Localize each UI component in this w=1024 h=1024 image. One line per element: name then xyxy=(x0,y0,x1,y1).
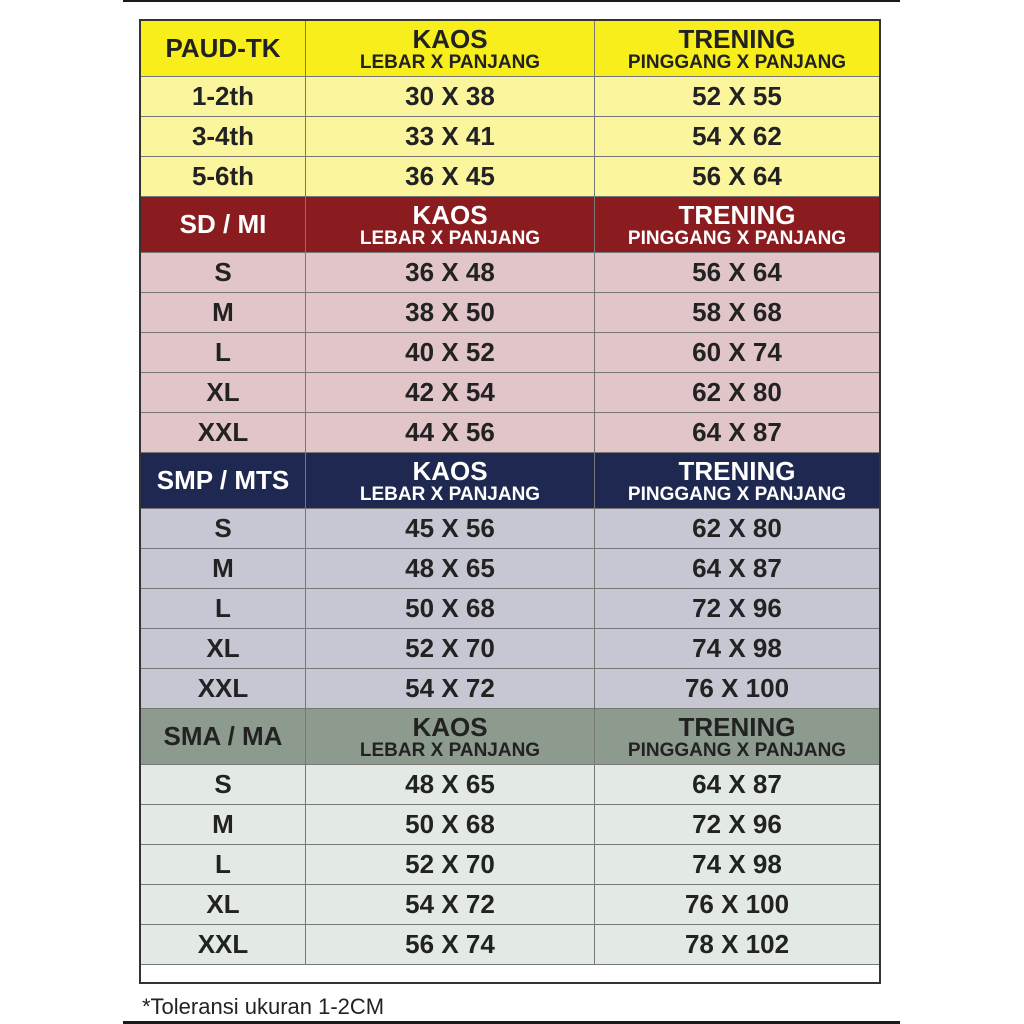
kaos-title: KAOS xyxy=(412,23,488,54)
kaos-cell: 36 X 48 xyxy=(305,253,594,292)
table-row xyxy=(141,925,879,965)
kaos-header xyxy=(305,21,594,76)
table-row xyxy=(141,509,879,549)
trening-cell: 64 X 87 xyxy=(594,413,879,452)
kaos-cell: 54 X 72 xyxy=(305,885,594,924)
kaos-subtitle: LEBAR X PANJANG xyxy=(359,739,541,761)
table-row xyxy=(141,629,879,669)
table-row xyxy=(141,333,879,373)
table-row xyxy=(141,845,879,885)
trening-cell: 64 X 87 xyxy=(594,549,879,588)
level-label: PAUD-TK xyxy=(165,33,281,63)
kaos-cell: 52 X 70 xyxy=(305,845,594,884)
kaos-subtitle: LEBAR X PANJANG xyxy=(359,51,541,73)
trening-cell: 76 X 100 xyxy=(594,669,879,708)
size-cell: 3-4th xyxy=(191,121,255,151)
size-cell: XL xyxy=(206,889,240,919)
trening-header xyxy=(594,21,879,76)
kaos-cell: 38 X 50 xyxy=(305,293,594,332)
kaos-title: KAOS xyxy=(412,711,488,742)
section-sd-mi xyxy=(141,197,879,453)
trening-cell: 78 X 102 xyxy=(594,925,879,964)
size-cell: 1-2th xyxy=(191,81,255,111)
section-smp-mts xyxy=(141,453,879,709)
size-cell: L xyxy=(215,593,231,623)
top-rule xyxy=(123,0,900,2)
size-cell: M xyxy=(212,297,234,327)
kaos-title: KAOS xyxy=(412,455,488,486)
kaos-cell: 56 X 74 xyxy=(305,925,594,964)
table-row xyxy=(141,413,879,453)
trening-cell: 56 X 64 xyxy=(594,253,879,292)
kaos-cell: 50 X 68 xyxy=(305,805,594,844)
trening-cell: 64 X 87 xyxy=(594,765,879,804)
size-cell: XL xyxy=(206,633,240,663)
table-row xyxy=(141,77,879,117)
table-row xyxy=(141,805,879,845)
trening-cell: 72 X 96 xyxy=(594,805,879,844)
trening-subtitle: PINGGANG X PANJANG xyxy=(627,483,847,505)
level-label: SD / MI xyxy=(179,209,267,239)
trening-title: TRENING xyxy=(678,711,796,742)
footnote: *Toleransi ukuran 1-2CM xyxy=(142,994,385,1019)
kaos-cell: 48 X 65 xyxy=(305,549,594,588)
kaos-cell: 36 X 45 xyxy=(305,157,594,196)
trening-title: TRENING xyxy=(678,455,796,486)
table-row xyxy=(141,293,879,333)
trening-cell: 62 X 80 xyxy=(594,373,879,412)
trening-subtitle: PINGGANG X PANJANG xyxy=(627,51,847,73)
kaos-cell: 30 X 38 xyxy=(305,77,594,116)
size-chart-table xyxy=(139,19,881,984)
trening-title: TRENING xyxy=(678,23,796,54)
trening-cell: 54 X 62 xyxy=(594,117,879,156)
trening-cell: 72 X 96 xyxy=(594,589,879,628)
table-row xyxy=(141,157,879,197)
kaos-cell: 54 X 72 xyxy=(305,669,594,708)
trening-cell: 74 X 98 xyxy=(594,845,879,884)
kaos-cell: 52 X 70 xyxy=(305,629,594,668)
kaos-cell: 40 X 52 xyxy=(305,333,594,372)
section-header xyxy=(141,197,879,253)
table-row xyxy=(141,373,879,413)
trening-cell: 56 X 64 xyxy=(594,157,879,196)
trening-cell: 58 X 68 xyxy=(594,293,879,332)
trening-subtitle: PINGGANG X PANJANG xyxy=(627,227,847,249)
table-row xyxy=(141,549,879,589)
section-header xyxy=(141,709,879,765)
kaos-cell: 45 X 56 xyxy=(305,509,594,548)
size-cell: M xyxy=(212,809,234,839)
size-cell: XXL xyxy=(197,673,249,703)
kaos-cell: 48 X 65 xyxy=(305,765,594,804)
size-cell: XXL xyxy=(197,929,249,959)
kaos-subtitle: LEBAR X PANJANG xyxy=(359,227,541,249)
kaos-cell: 42 X 54 xyxy=(305,373,594,412)
trening-subtitle: PINGGANG X PANJANG xyxy=(627,739,847,761)
section-header xyxy=(141,453,879,509)
trening-cell: 76 X 100 xyxy=(594,885,879,924)
kaos-cell: 50 X 68 xyxy=(305,589,594,628)
trening-header xyxy=(594,197,879,252)
kaos-cell: 44 X 56 xyxy=(305,413,594,452)
trening-cell: 74 X 98 xyxy=(594,629,879,668)
section-sma-ma xyxy=(141,709,879,965)
size-cell: XL xyxy=(206,377,240,407)
level-label: SMP / MTS xyxy=(156,465,290,495)
table-row xyxy=(141,765,879,805)
trening-title: TRENING xyxy=(678,199,796,230)
kaos-header xyxy=(305,197,594,252)
size-cell: L xyxy=(215,337,231,367)
kaos-cell: 33 X 41 xyxy=(305,117,594,156)
table-row xyxy=(141,253,879,293)
size-cell: XXL xyxy=(197,417,249,447)
size-cell: L xyxy=(215,849,231,879)
trening-cell: 62 X 80 xyxy=(594,509,879,548)
trening-cell: 60 X 74 xyxy=(594,333,879,372)
size-cell: S xyxy=(214,257,232,287)
kaos-header xyxy=(305,709,594,764)
size-cell: S xyxy=(214,769,232,799)
section-paud-tk xyxy=(141,21,879,197)
table-row xyxy=(141,589,879,629)
trening-cell: 52 X 55 xyxy=(594,77,879,116)
size-cell: M xyxy=(212,553,234,583)
size-cell: S xyxy=(214,513,232,543)
kaos-title: KAOS xyxy=(412,199,488,230)
table-row xyxy=(141,669,879,709)
section-header xyxy=(141,21,879,77)
level-label: SMA / MA xyxy=(163,721,283,751)
kaos-subtitle: LEBAR X PANJANG xyxy=(359,483,541,505)
kaos-header xyxy=(305,453,594,508)
table-row xyxy=(141,885,879,925)
trening-header xyxy=(594,709,879,764)
table-row xyxy=(141,117,879,157)
size-cell: 5-6th xyxy=(191,161,255,191)
trening-header xyxy=(594,453,879,508)
